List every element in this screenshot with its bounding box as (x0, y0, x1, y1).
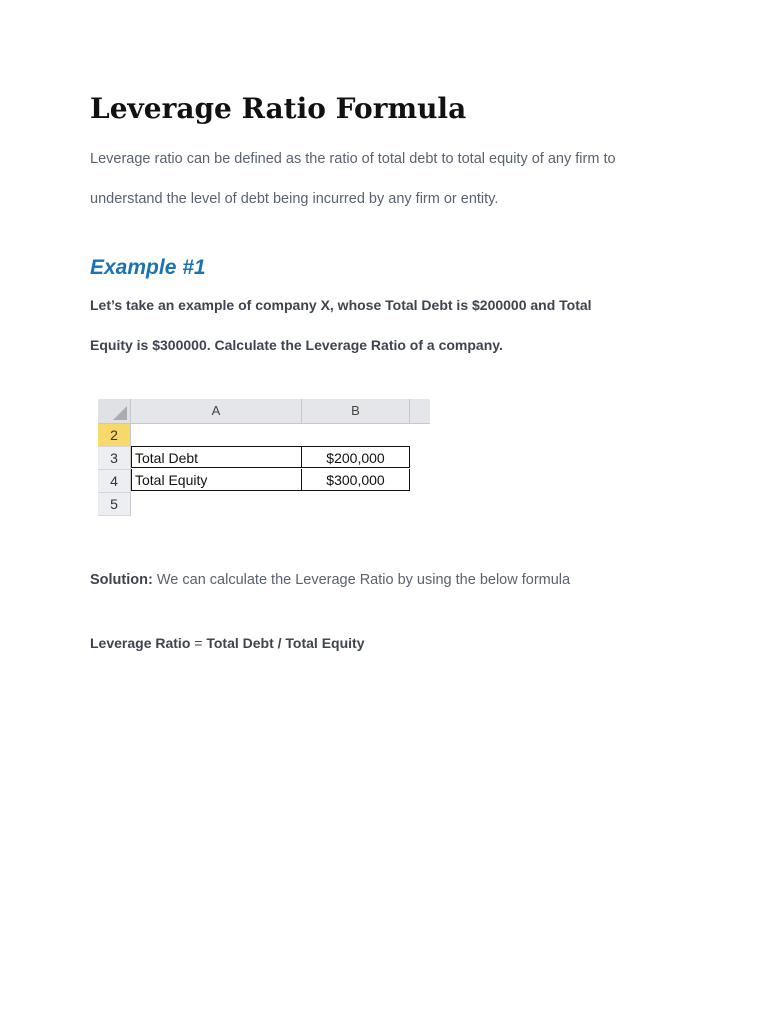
example-text-line-2: Equity is $300000. Calculate the Leverage Ratio of a company. (90, 337, 503, 353)
formula-equals: = (190, 635, 207, 651)
row-header-5: 5 (98, 493, 131, 516)
cell-total-equity-value: $300,000 (301, 469, 410, 491)
example-heading: Example #1 (90, 256, 206, 279)
row-header-4: 4 (98, 470, 131, 493)
formula-line (90, 635, 365, 651)
intro-line-1: Leverage ratio can be defined as the ratio of total debt to total equity of any firm to (90, 151, 616, 167)
formula-rhs: Total Debt / Total Equity (206, 635, 365, 651)
select-all-corner (98, 399, 131, 423)
row-header-3: 3 (98, 447, 131, 470)
column-header-a: A (131, 399, 302, 423)
cell-total-equity-label: Total Equity (131, 469, 302, 491)
intro-line-2: understand the level of debt being incurred by any firm or entity. (90, 191, 499, 207)
solution-label: Solution: (90, 572, 153, 588)
select-all-triangle-icon (113, 406, 127, 420)
row-header-2: 2 (98, 424, 131, 447)
page-title: Leverage Ratio Formula (90, 92, 467, 125)
cell-total-debt-label: Total Debt (131, 446, 302, 468)
column-header-row (98, 399, 430, 424)
cell-total-debt-value: $200,000 (301, 446, 410, 468)
spreadsheet-image (98, 399, 430, 515)
formula-lhs: Leverage Ratio (90, 635, 191, 651)
column-header-b: B (302, 399, 410, 423)
solution-paragraph (90, 572, 570, 588)
solution-text: We can calculate the Leverage Ratio by using the below formula (152, 572, 571, 588)
example-text-line-1: Let’s take an example of company X, whose Total Debt is $200000 and Total (90, 297, 592, 313)
